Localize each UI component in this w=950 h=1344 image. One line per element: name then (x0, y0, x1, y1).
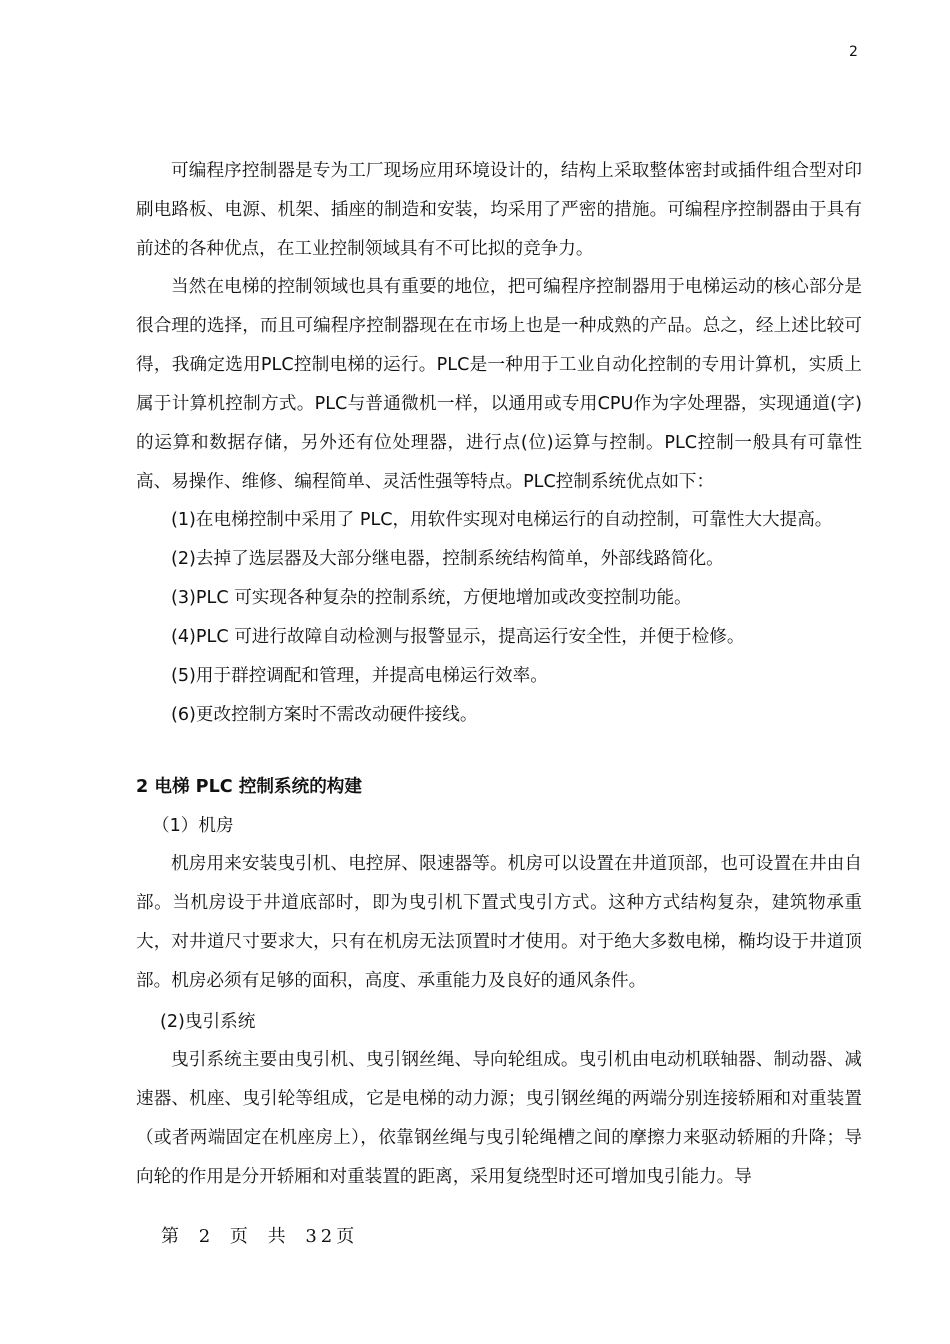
traction-system-paragraph: 曳引系统主要由曳引机、曳引钢丝绳、导向轮组成。曳引机由电动机联轴器、制动器、减速器、机座、曳引轮等组成，它是电梯的动力源；曳引钢丝绳的两端分别连接轿厢和对重装置（或者两端固定在机座房上），依靠钢丝绳与曳引轮绳槽之间的摩擦力来驱动轿厢的升降；导向轮的作用是分开轿厢和对重装置的距离，采用复绕型时还可增加曳引能力。导 (136, 1050, 862, 1187)
machine-room-paragraph: 机房用来安装曳引机、电控屏、限速器等。机房可以设置在井道顶部，也可设置在井由自部。当机房设于井道底部时，即为曳引机下置式曳引方式。这种方式结构复杂，建筑物承重大，对井道尺寸要求大，只有在机房无法顶置时才使用。对于绝大多数电梯，椭均设于井道顶部。机房必须有足够的面积，高度、承重能力及良好的通风条件。 (136, 854, 862, 991)
intro-paragraph-2: 当然在电梯的控制领域也具有重要的地位，把可编程序控制器用于电梯运动的核心部分是很合理的选择，而且可编程序控制器现在在市场上也是一种成熟的产品。总之，经上述比较可得，我确定选用PLC控制电梯的运行。PLC是一种用于工业自动化控制的专用计算机，实质上属于计算机控制方式。PLC与普通微机一样，以通用或专用CPU作为字处理器，实现通道(字)的运算和数据存储，另外还有位处理器，进行点(位)运算与控制。PLC控制一般具有可靠性高、易操作、维修、编程简单、灵活性强等特点。PLC控制系统优点如下： (136, 277, 862, 492)
page-footer: 第 2 页 共 32页 (161, 1226, 359, 1247)
advantage-item-5: (5)用于群控调配和管理，并提高电梯运行效率。 (171, 666, 548, 686)
advantage-item-2: (2)去掉了选层器及大部分继电器，控制系统结构简单，外部线路简化。 (171, 549, 724, 569)
advantage-item-1: (1)在电梯控制中采用了 PLC，用软件实现对电梯运行的自动控制，可靠性大大提高。 (171, 510, 833, 530)
page-number-top: 2 (849, 44, 858, 60)
subsection-title-traction-system: (2)曳引系统 (160, 1012, 256, 1032)
subsection-title-machine-room: （1）机房 (152, 816, 234, 836)
intro-paragraph-1: 可编程序控制器是专为工厂现场应用环境设计的，结构上采取整体密封或插件组合型对印刷电路板、电源、机架、插座的制造和安装，均采用了严密的措施。可编程序控制器由于具有前述的各种优点，在工业控制领域具有不可比拟的竞争力。 (136, 161, 862, 259)
advantage-item-4: (4)PLC 可进行故障自动检测与报警显示，提高运行安全性，并便于检修。 (171, 627, 745, 647)
advantage-item-6: (6)更改控制方案时不需改动硬件接线。 (171, 705, 478, 725)
section-heading: 2 电梯 PLC 控制系统的构建 (136, 777, 362, 797)
advantage-item-3: (3)PLC 可实现各种复杂的控制系统，方便地增加或改变控制功能。 (171, 588, 692, 608)
